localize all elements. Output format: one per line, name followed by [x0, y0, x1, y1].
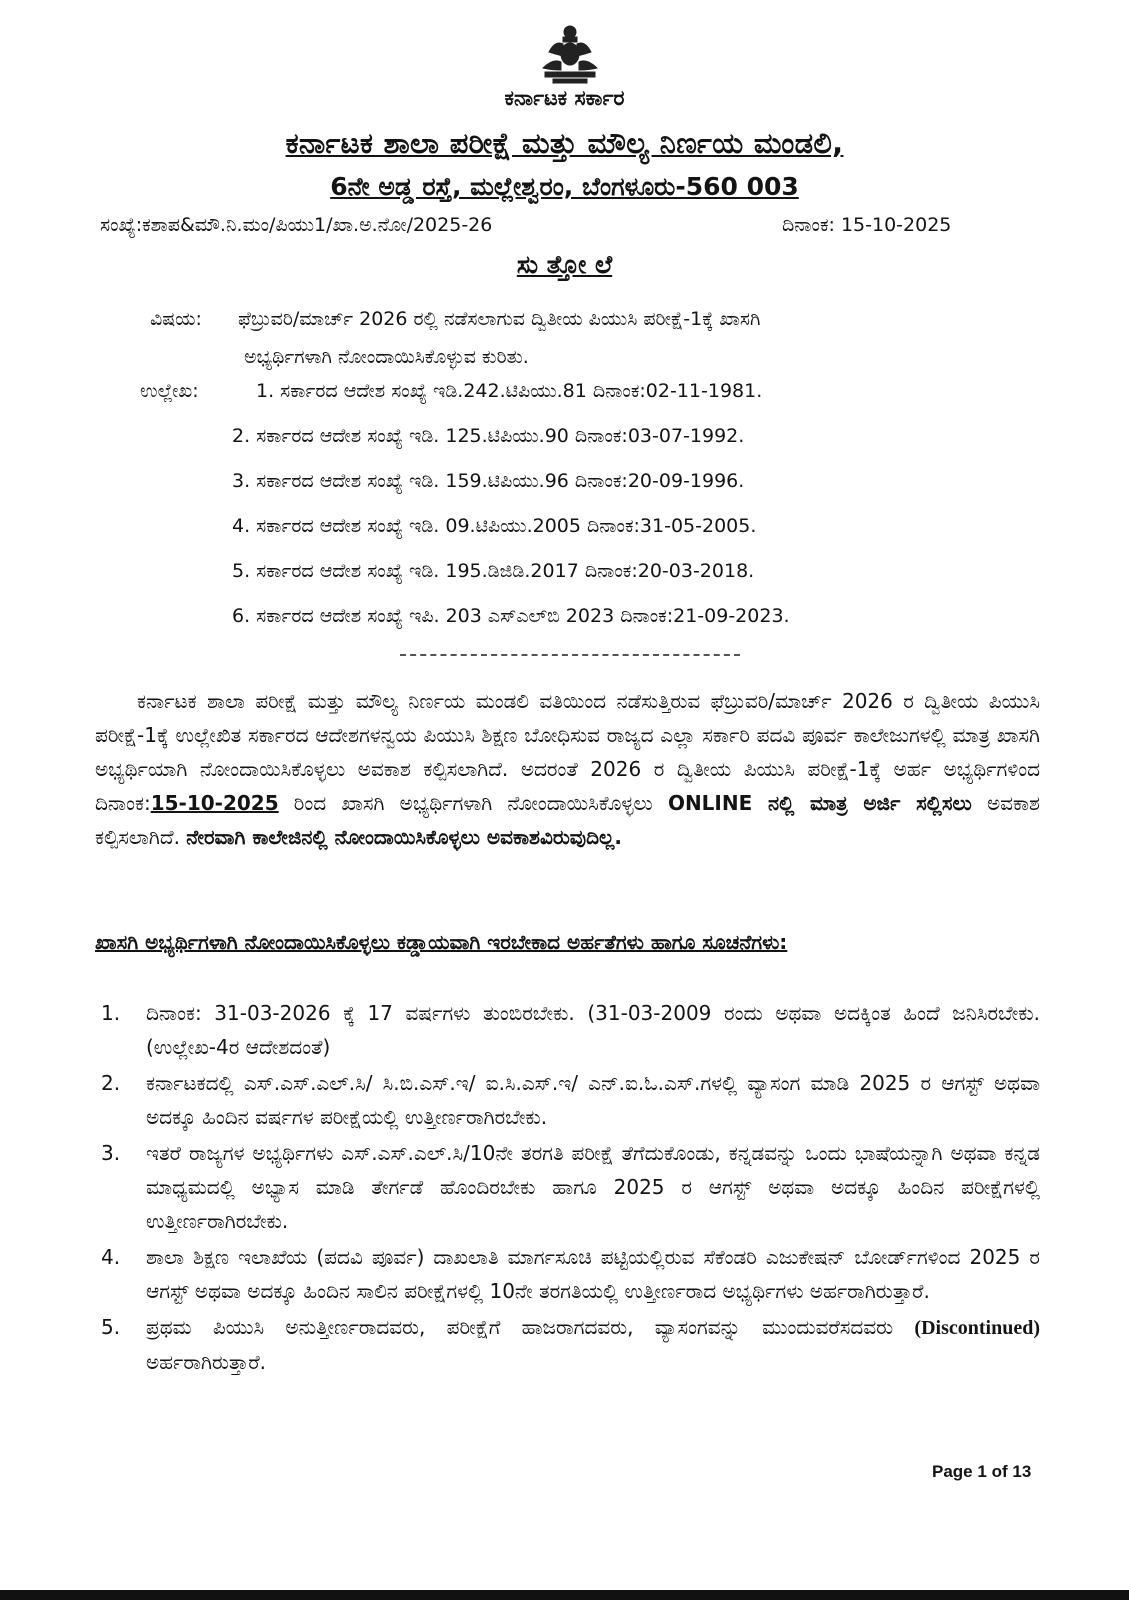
paragraph-online-note: ONLINE ನಲ್ಲಿ ಮಾತ್ರ ಅರ್ಜಿ ಸಲ್ಲಿಸಲು — [667, 791, 972, 815]
reference-item: 4. ಸರ್ಕಾರದ ಆದೇಶ ಸಂಖ್ಯೆ ಇಡಿ. 09.ಟಿಪಿಯು.2005 ದಿನಾಂಕ:31-05-2005. — [232, 515, 757, 537]
reference-item: 6. ಸರ್ಕಾರದ ಆದೇಶ ಸಂಖ್ಯೆ ಇಪಿ. 203 ಎಸ್ಎಲ್‌ಬಿ 2023 ದಿನಾಂಕ:21-09-2023. — [232, 605, 790, 627]
list-item-text: ಶಾಲಾ ಶಿಕ್ಷಣ ಇಲಾಖೆಯ (ಪದವಿ ಪೂರ್ವ) ದಾಖಲಾತಿ ಮಾರ್ಗಸೂಚಿ ಪಟ್ಟಿಯಲ್ಲಿರುವ ಸೆಕೆಂಡರಿ ಎಜುಕೇಷನ್ ಬೋರ್ಡ್‌ಗಳಿಂದ 2025 ರ ಆಗಸ್ಟ್ ಅಥವಾ ಅದಕ್ಕೂ ಹಿಂದಿನ ಸಾಲಿನ ಪರೀಕ್ಷೆಗಳಲ್ಲಿ 10ನೇ ತರಗತಿಯಲ್ಲಿ ಉತ್ತೀರ್ಣರಾದ ಅಭ್ಯರ್ಥಿಗಳು ಅರ್ಹರಾಗಿರುತ್ತಾರೆ. — [146, 1245, 1040, 1303]
list-item-number: 1. — [101, 1001, 121, 1025]
list-item-number: 4. — [101, 1245, 121, 1269]
list-item-text: ದಿನಾಂಕ: 31-03-2026 ಕ್ಕೆ 17 ವರ್ಷಗಳು ತುಂಬಿರಬೇಕು. (31-03-2009 ರಂದು ಅಥವಾ ಅದಕ್ಕಿಂತ ಹಿಂದೆ ಜನಿಸಿರಬೇಕು. (ಉಲ್ಲೇಖ-4ರ ಆದೇಶದಂತೆ) — [146, 1001, 1040, 1059]
circular-title: ಸು ತ್ತೋ ಲೆ — [516, 250, 613, 279]
list-item — [95, 1310, 1040, 1379]
list-item-text: ಪ್ರಥಮ ಪಿಯುಸಿ ಅನುತ್ತೀರ್ಣರಾದವರು, ಪರೀಕ್ಷೆಗೆ ಹಾಜರಾಗದವರು, ವ್ಯಾಸಂಗವನ್ನು ಮುಂದುವರೆಸದವರು — [146, 1315, 915, 1339]
reference-item: 1. ಸರ್ಕಾರದ ಆದೇಶ ಸಂಖ್ಯೆ ಇಡಿ.242.ಟಿಪಿಯು.81 ದಿನಾಂಕ:02-11-1981. — [256, 380, 763, 402]
list-item-number: 3. — [101, 1141, 121, 1165]
page-of: of — [991, 1462, 1008, 1481]
list-item-text-wrap — [146, 1310, 1040, 1379]
list-item-text: ಇತರೆ ರಾಜ್ಯಗಳ ಅಭ್ಯರ್ಥಿಗಳು ಎಸ್.ಎಸ್.ಎಲ್.ಸಿ/10ನೇ ತರಗತಿ ಪರೀಕ್ಷೆ ತೆಗೆದುಕೊಂಡು, ಕನ್ನಡವನ್ನು ಒಂದು ಭಾಷೆಯನ್ನಾಗಿ ಅಥವಾ ಕನ್ನಡ ಮಾಧ್ಯಮದಲ್ಲಿ ಅಭ್ಯಾಸ ಮಾಡಿ ತೇರ್ಗಡೆ ಹೊಂದಿರಬೇಕು ಹಾಗೂ 2025 ರ ಆಗಸ್ಟ್ ಅಥವಾ ಅದಕ್ಕೂ ಹಿಂದಿನ ಪರೀಕ್ಷೆಗಳಲ್ಲಿ ಉತ್ತೀರ್ಣರಾಗಿರಬೇಕು. — [146, 1141, 1040, 1233]
page-number — [932, 1462, 1031, 1482]
list-item-tail: ಅರ್ಹರಾಗಿರುತ್ತಾರೆ. — [146, 1350, 267, 1374]
reference-number: ಸಂಖ್ಯೆ:ಕಶಾಪ&ಮೌ.ನಿ.ಮಂ/ಪಿಯು1/ಖಾ.ಅ.ನೋ/2025-26 — [100, 214, 493, 236]
body-paragraph — [95, 684, 1040, 854]
paragraph-direct-note: ನೇರವಾಗಿ ಕಾಲೇಜಿನಲ್ಲಿ ನೋಂದಾಯಿಸಿಕೊಳ್ಳಲು ಅವಕಾಶವಿರುವುದಿಲ್ಲ. — [186, 825, 622, 849]
list-item-bold: (Discontinued) — [914, 1317, 1040, 1339]
reference-item: 5. ಸರ್ಕಾರದ ಆದೇಶ ಸಂಖ್ಯೆ ಇಡಿ. 195.ಡಿಜಿಡಿ.2017 ದಿನಾಂಕ:20-03-2018. — [232, 560, 755, 582]
list-item — [95, 1136, 1040, 1238]
page-word: Page — [932, 1462, 973, 1481]
list-item — [95, 1240, 1040, 1308]
subject-label: ವಿಷಯ: — [150, 308, 202, 330]
circular-date: ದಿನಾಂಕ: 15-10-2025 — [782, 214, 952, 236]
karnataka-emblem-icon — [535, 22, 605, 86]
page-current: 1 — [977, 1462, 987, 1481]
paragraph-date: 15-10-2025 — [150, 791, 279, 815]
paragraph-text-end: ಅವಕಾಶ ಕಲ್ಪಿಸಲಾಗಿದೆ. — [95, 791, 1040, 849]
subject-line-1: ಫೆಬ್ರುವರಿ/ಮಾರ್ಚ್ 2026 ರಲ್ಲಿ ನಡೆಸಲಾಗುವ ದ್ವಿತೀಯ ಪಿಯುಸಿ ಪರೀಕ್ಷೆ-1ಕ್ಕೆ ಖಾಸಗಿ — [238, 308, 761, 330]
paragraph-text-mid: ರಿಂದ ಖಾಸಗಿ ಅಭ್ಯರ್ಥಿಗಳಾಗಿ ನೋಂದಾಯಿಸಿಕೊಳ್ಳಲು — [278, 791, 668, 815]
page-total: 13 — [1012, 1462, 1032, 1481]
eligibility-list — [95, 996, 1040, 1381]
separator-line — [400, 654, 740, 656]
list-item-number: 2. — [101, 1071, 121, 1095]
board-title: ಕರ್ನಾಟಕ ಶಾಲಾ ಪರೀಕ್ಷೆ ಮತ್ತು ಮೌಲ್ಯ ನಿರ್ಣಯ ಮಂಡಲಿ, — [285, 126, 844, 160]
references-label: ಉಲ್ಲೇಖ: — [140, 380, 199, 402]
reference-item: 3. ಸರ್ಕಾರದ ಆದೇಶ ಸಂಖ್ಯೆ ಇಡಿ. 159.ಟಿಪಿಯು.96 ದಿನಾಂಕ:20-09-1996. — [232, 470, 745, 492]
subject-line-2: ಅಭ್ಯರ್ಥಿಗಳಾಗಿ ನೋಂದಾಯಿಸಿಕೊಳ್ಳುವ ಕುರಿತು. — [244, 346, 529, 368]
list-item-number: 5. — [101, 1315, 121, 1339]
subject-block — [150, 300, 1050, 368]
list-item-text: ಕರ್ನಾಟಕದಲ್ಲಿ ಎಸ್.ಎಸ್.ಎಲ್.ಸಿ/ ಸಿ.ಬಿ.ಎಸ್.ಇ/ ಐ.ಸಿ.ಎಸ್.ಇ/ ಎನ್.ಐ.ಓ.ಎಸ್.ಗಳಲ್ಲಿ ವ್ಯಾಸಂಗ ಮಾಡಿ 2025 ರ ಆಗಸ್ಟ್ ಅಥವಾ ಅದಕ್ಕೂ ಹಿಂದಿನ ವರ್ಷಗಳ ಪರೀಕ್ಷೆಯಲ್ಲಿ ಉತ್ತೀರ್ಣರಾಗಿರಬೇಕು. — [146, 1071, 1040, 1129]
board-address: 6ನೇ ಅಡ್ಡ ರಸ್ತೆ, ಮಲ್ಲೇಶ್ವರಂ, ಬೆಂಗಳೂರು-560 003 — [330, 172, 799, 201]
list-item — [95, 1066, 1040, 1134]
list-item — [95, 996, 1040, 1064]
reference-item: 2. ಸರ್ಕಾರದ ಆದೇಶ ಸಂಖ್ಯೆ ಇಡಿ. 125.ಟಿಪಿಯು.90 ದಿನಾಂಕ:03-07-1992. — [232, 425, 745, 447]
eligibility-heading: ಖಾಸಗಿ ಅಭ್ಯರ್ಥಿಗಳಾಗಿ ನೋಂದಾಯಿಸಿಕೊಳ್ಳಲು ಕಡ್ಡಾಯವಾಗಿ ಇರಬೇಕಾದ ಅರ್ಹತೆಗಳು ಹಾಗೂ ಸೂಚನೆಗಳು: — [95, 930, 788, 954]
scan-edge — [0, 1590, 1129, 1600]
government-title: ಕರ್ನಾಟಕ ಸರ್ಕಾರ — [504, 86, 625, 110]
paragraph-text: ಕರ್ನಾಟಕ ಶಾಲಾ ಪರೀಕ್ಷೆ ಮತ್ತು ಮೌಲ್ಯ ನಿರ್ಣಯ ಮಂಡಲಿ ವತಿಯಿಂದ ನಡೆಸುತ್ತಿರುವ ಫೆಬ್ರುವರಿ/ಮಾರ್ಚ್ 2026 ರ ದ್ವಿತೀಯ ಪಿಯುಸಿ ಪರೀಕ್ಷೆ-1ಕ್ಕೆ ಉಲ್ಲೇಖಿತ ಸರ್ಕಾರದ ಆದೇಶಗಳನ್ವಯ ಪಿಯುಸಿ ಶಿಕ್ಷಣ ಬೋಧಿಸುವ ರಾಜ್ಯದ ಎಲ್ಲಾ ಸರ್ಕಾರಿ ಪದವಿ ಪೂರ್ವ ಕಾಲೇಜುಗಳಲ್ಲಿ ಮಾತ್ರ ಖಾಸಗಿ ಅಭ್ಯರ್ಥಿಯಾಗಿ ನೋಂದಾಯಿಸಿಕೊಳ್ಳಲು ಅವಕಾಶ ಕಲ್ಪಿಸಲಾಗಿದೆ. ಅದರಂತೆ 2026 ರ ದ್ವಿತೀಯ ಪಿಯುಸಿ ಪರೀಕ್ಷೆ-1ಕ್ಕೆ ಅರ್ಹ ಅಭ್ಯರ್ಥಿಗಳಿಂದ ದಿನಾಂಕ: — [95, 689, 1040, 815]
